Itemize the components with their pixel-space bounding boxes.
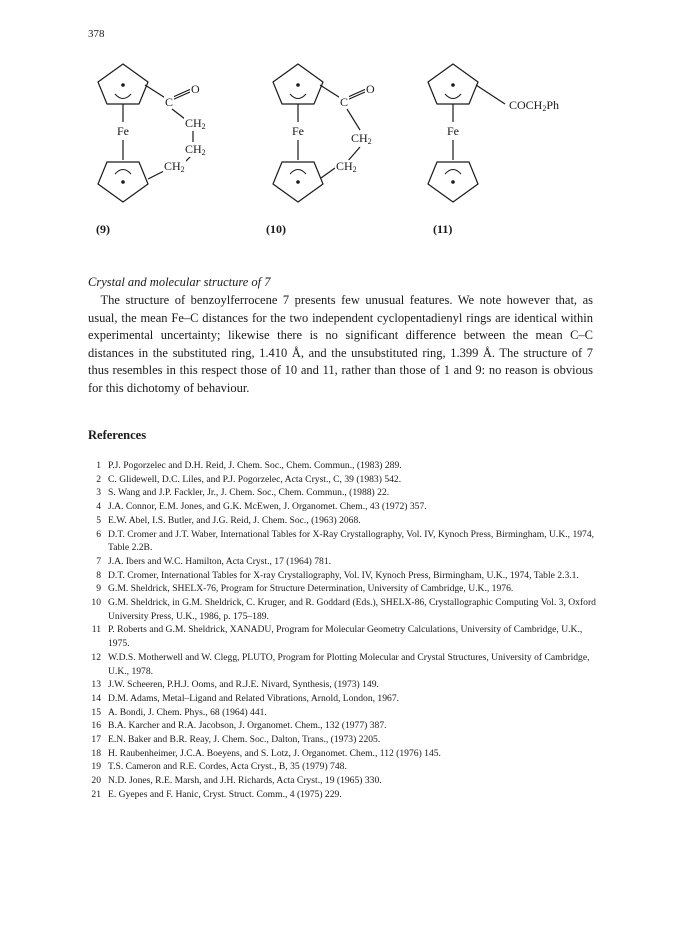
reference-item: 16 B.A. Karcher and R.A. Jacobson, J. Organomet. Chem., 132 (1977) 387.: [91, 720, 387, 732]
ch2-label: $CH_2$: [336, 159, 357, 174]
reference-item: 14 D.M. Adams, Metal–Ligand and Related Vibrations, Arnold, London, 1967.: [91, 692, 400, 704]
reference-item: 12 W.D.S. Motherwell and W. Clegg, PLUTO, Program for Plotting Molecular and Crystal Structures, University of Cambridge, U.K., 1978.: [91, 651, 590, 677]
ch2-label: $CH_2$: [351, 131, 372, 146]
reference-item: 8 D.T. Cromer, International Tables for X-ray Crystallography, Vol. IV, Kynoch Press, Birmingham, U.K., 1974, Table 2.3.1.: [96, 569, 579, 581]
reference-item: 18 H. Raubenheimer, J.C.A. Boeyens, and S. Lotz, J. Organomet. Chem., 112 (1976) 145.: [91, 747, 441, 759]
body-paragraph: The structure of benzoylferrocene 7 presents few unusual features. We note however that, as usual, the mean Fe–C distances for the two independent cyclopentadienyl rings are identical within experimental uncertainty; likewise there is no significant difference between the mean C–C distances in the substituted ring, 1.410 Å, and the unsubstituted ring, 1.399 Å. The structure of 7 thus resembles in this respect those of 10 and 11, rather than those of 1 and 9: no reason is obvious for this dichotomy of behaviour.: [88, 293, 593, 395]
ring-center-dot: [297, 84, 299, 86]
reference-item: 3 S. Wang and J.P. Fackler, Jr., J. Chem. Soc., Chem. Commun., (1988) 22.: [96, 487, 390, 499]
reference-item: 6 D.T. Cromer and J.T. Waber, International Tables for X-Ray Crystallography, Vol. IV, Kynoch Press, Birmingham, U.K., 1974, Table 2.2B.: [96, 528, 595, 554]
reference-item: 2 C. Glidewell, D.C. Liles, and P.J. Pogorzelec, Acta Cryst., C, 39 (1983) 542.: [96, 473, 402, 485]
carbonyl-carbon-label: C: [340, 95, 349, 109]
compound-9-drawing: [98, 64, 193, 202]
reference-item: 21 E. Gyepes and F. Hanic, Cryst. Struct. Comm., 4 (1975) 229.: [91, 788, 342, 800]
structure-drawing: [60, 52, 620, 302]
metal-label: Fe: [447, 124, 459, 138]
section-title: Crystal and molecular structure of 7: [88, 275, 271, 289]
ch2-label: $CH_2$: [185, 116, 206, 131]
reference-item: 15 A. Bondi, J. Chem. Phys., 68 (1964) 441.: [91, 706, 267, 718]
ring-center-dot: [452, 84, 454, 86]
ch2-label: $CH_2$: [185, 142, 206, 157]
reference-item: 17 E.N. Baker and B.R. Reay, J. Chem. Soc., Dalton, Trans., (1973) 2205.: [91, 734, 381, 746]
reference-item: 19 T.S. Cameron and R.E. Cordes, Acta Cryst., B, 35 (1979) 748.: [91, 761, 347, 773]
reference-list: [84, 459, 596, 802]
ring-center-dot: [122, 84, 124, 86]
substituent-label: $COCH_2Ph$: [509, 98, 560, 113]
ring-center-dot: [122, 181, 124, 183]
reference-item: 4 J.A. Connor, E.M. Jones, and G.K. McEwen, J. Organomet. Chem., 43 (1972) 357.: [96, 501, 427, 513]
reference-item: 9 G.M. Sheldrick, SHELX-76, Program for Structure Determination, University of Cambridge, U.K., 1976.: [96, 583, 514, 595]
references-heading: References: [88, 428, 147, 442]
compound-label: (10): [266, 222, 286, 236]
carbonyl-oxygen-label: O: [191, 82, 200, 96]
ring-center-dot: [452, 181, 454, 183]
reference-item: 13 J.W. Scheeren, P.H.J. Ooms, and R.J.E. Nivard, Synthesis, (1973) 149.: [91, 679, 379, 691]
reference-item: 1 P.J. Pogorzelec and D.H. Reid, J. Chem. Soc., Chem. Commun., (1983) 289.: [96, 460, 402, 471]
chemical-structures-figure: [60, 52, 620, 302]
ring-center-dot: [297, 181, 299, 183]
metal-label: Fe: [117, 124, 129, 138]
reference-item: 20 N.D. Jones, R.E. Marsh, and J.H. Richards, Acta Cryst., 19 (1965) 330.: [91, 775, 382, 787]
reference-item: 5 E.W. Abel, I.S. Butler, and J.G. Reid, J. Chem. Soc., (1963) 2068.: [96, 514, 361, 526]
ch2-label: $CH_2$: [164, 159, 185, 174]
reference-item: 11 P. Roberts and G.M. Sheldrick, XANADU, Program for Molecular Geometry Calculations, University of Cambridge, U.K., 1975.: [91, 624, 583, 650]
compound-label: (9): [96, 222, 110, 236]
metal-label: Fe: [292, 124, 304, 138]
reference-item: 10 G.M. Sheldrick, in G.M. Sheldrick, C. Kruger, and R. Goddard (Eds.), SHELX-86, Crystallographic Computing Vol. 3, Oxford University Press, U.K., 1986, p. 175–189.: [91, 597, 596, 622]
compound-11-drawing: [428, 64, 505, 202]
page-number: 378: [88, 28, 105, 40]
carbonyl-carbon-label: C: [165, 95, 174, 109]
reference-item: 7 J.A. Ibers and W.C. Hamilton, Acta Cryst., 17 (1964) 781.: [96, 555, 332, 567]
carbonyl-oxygen-label: O: [366, 82, 375, 96]
compound-label: (11): [433, 222, 453, 236]
